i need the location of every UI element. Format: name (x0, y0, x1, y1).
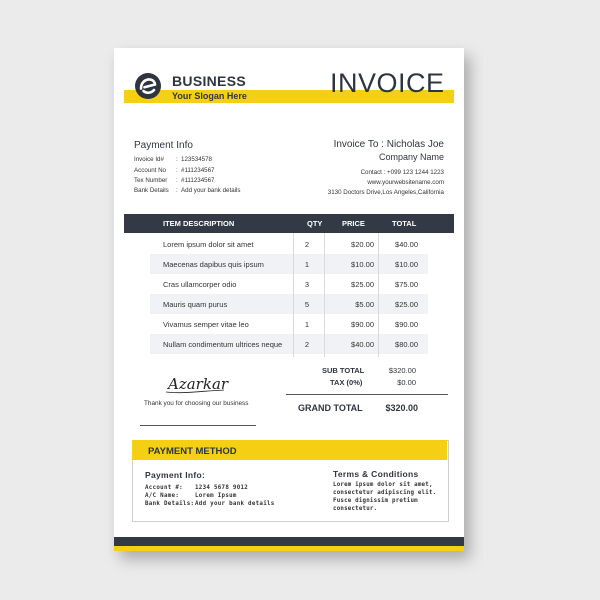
terms-text: Lorem ipsum dolor sit amet, consectetur adipiscing elit. Fusce dignissim pretium consectetur. (333, 482, 437, 512)
terms-heading: Terms & Conditions (333, 469, 419, 479)
address: 3130 Doctors Drive,Los Angeles,California (327, 189, 444, 196)
tax-label: TAX (0%) (330, 378, 363, 387)
table-row: Lorem ipsum dolor sit amet 2 $20.00 $40.00 (163, 240, 418, 249)
payment-method-heading: PAYMENT METHOD (148, 446, 237, 457)
grand-total-label: GRAND TOTAL (298, 403, 363, 413)
thank-you-note: Thank you for choosing our business (144, 400, 249, 407)
payment-info-subheading: Payment Info: (145, 470, 206, 480)
brand-slogan: Your Slogan Here (172, 91, 247, 101)
sub-total-label: SUB TOTAL (322, 366, 365, 375)
table-row: Cras ullamcorper odio 3 $25.00 $75.00 (163, 280, 418, 289)
grand-total-value: $320.00 (385, 403, 418, 413)
tex-number-row: Tex Number : #111234567 (134, 177, 215, 184)
business-logo-icon (134, 72, 162, 100)
website: www.yourwebsitename.com (367, 179, 444, 186)
table-divider (324, 233, 325, 357)
signature-image (162, 370, 254, 398)
header-total: TOTAL (392, 219, 417, 228)
invoice-to-heading: Invoice To : Nicholas Joe (333, 139, 444, 150)
table-divider (378, 233, 379, 357)
payment-info-heading: Payment Info (134, 140, 193, 151)
table-row: Mauris quam purus 5 $5.00 $25.00 (150, 294, 428, 314)
table-row: Nullam condimentum ultrices neque 2 $40.00 $80.00 (150, 334, 428, 354)
invoice-id-row: Invoice Id# : 123534578 (134, 156, 212, 163)
sub-total-value: $320.00 (388, 366, 416, 375)
signature-script: Azarkar (168, 375, 229, 393)
tax-value: $0.00 (397, 378, 416, 387)
footer-accent-band (114, 546, 464, 551)
header-price: PRICE (342, 219, 365, 228)
footer-dark-band (114, 537, 464, 546)
table-divider (293, 233, 294, 357)
invoice-sheet (114, 48, 464, 551)
contact-phone: Contact : +099 123 1244 1223 (360, 169, 444, 176)
table-header (124, 214, 454, 233)
invoice-title: INVOICE (330, 68, 445, 98)
account-no-row: Account No : #111234567 (134, 167, 215, 174)
pm-bank-details-row: Bank Details:Add your bank details (145, 501, 275, 507)
grand-total-rule (286, 394, 448, 395)
bank-details-row: Bank Details : Add your bank details (134, 187, 241, 194)
pm-ac-name-row: A/C Name: Lorem Ipsum (145, 493, 237, 499)
header-item-description: ITEM DESCRIPTION (163, 219, 235, 228)
brand-name: BUSINESS (172, 73, 246, 89)
pm-account-row: Account #: 1234 5678 9012 (145, 485, 249, 491)
company-name: Company Name (378, 152, 444, 162)
table-row: Vivamus semper vitae leo 1 $90.00 $90.00 (163, 320, 418, 329)
table-row: Maecenas dapibus quis ipsum 1 $10.00 $10.00 (150, 254, 428, 274)
signature-line (140, 425, 256, 426)
header-qty: QTY (307, 219, 323, 228)
